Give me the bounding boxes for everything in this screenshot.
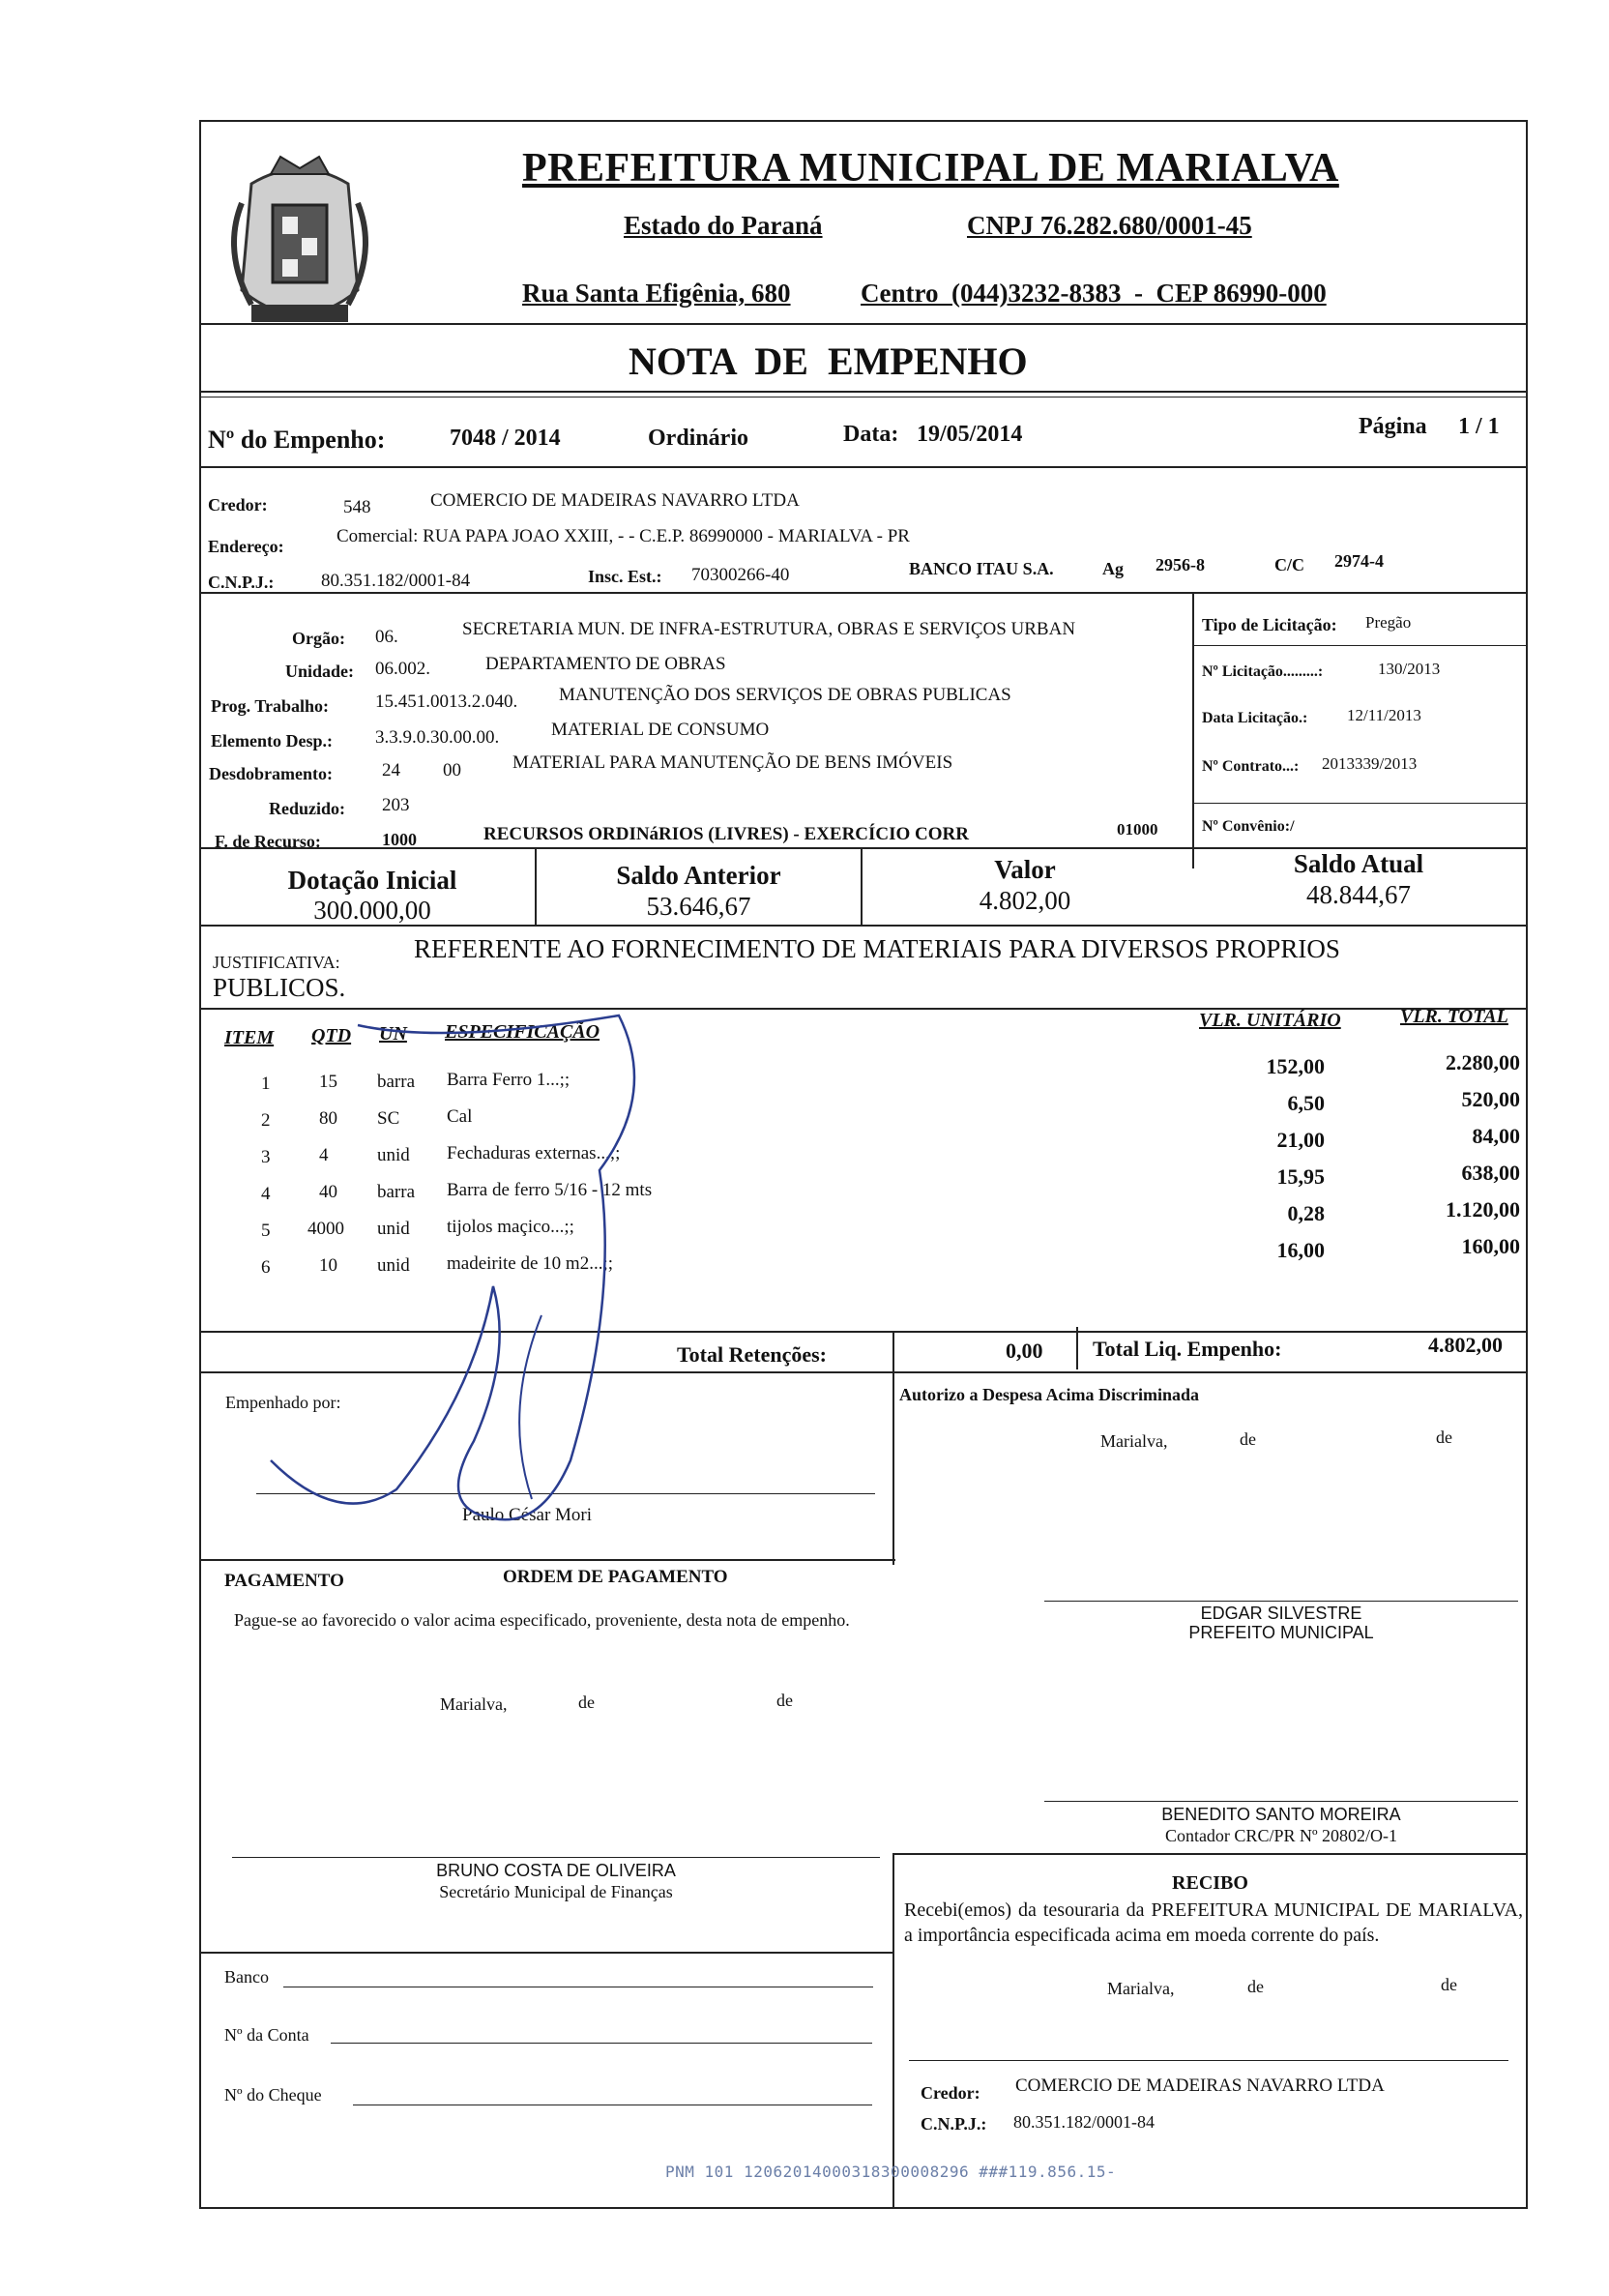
ordem-de-1: de (578, 1693, 595, 1712)
autorizo-de-1: de (1240, 1429, 1256, 1449)
signature-line (909, 2060, 1508, 2061)
row-3-unit: 21,00 (1276, 1128, 1325, 1152)
credor-address: Comercial: RUA PAPA JOAO XXIII, - - C.E.P. 86990000 - MARIALVA - PR (336, 526, 910, 546)
reduzido-value: 203 (382, 795, 410, 815)
divider (861, 847, 863, 925)
prog-label: Prog. Trabalho: (211, 696, 330, 716)
recibo-cnpj-label: C.N.P.J.: (921, 2114, 987, 2134)
divider (892, 1853, 894, 2209)
row-5-unit: 0,28 (1287, 1201, 1325, 1225)
empenho-date: 19/05/2014 (917, 422, 1023, 447)
dotacao-label: Dotação Inicial (287, 866, 457, 895)
row-5-un: unid (377, 1219, 410, 1239)
row-5-spec: tijolos maçico...;; (447, 1217, 574, 1237)
document-title: NOTA DE EMPENHO (629, 339, 1028, 383)
col-total-header: VLR. TOTAL (1400, 1006, 1508, 1027)
orgao-name: SECRETARIA MUN. DE INFRA-ESTRUTURA, OBRAS E SERVIÇOS URBAN (462, 619, 1076, 639)
justificativa-label: JUSTIFICATIVA: (213, 953, 340, 972)
row-6-unit: 16,00 (1276, 1238, 1325, 1262)
divider (199, 1559, 895, 1561)
credor-label: Credor: (208, 495, 268, 515)
row-3-item: 3 (261, 1147, 271, 1167)
empenho-number: 7048 / 2014 (450, 426, 561, 451)
row-1-un: barra (377, 1072, 416, 1092)
row-2-qtd: 80 (319, 1108, 337, 1129)
contador-name: BENEDITO SANTO MOREIRA (1161, 1805, 1401, 1824)
recibo-de-1: de (1247, 1977, 1264, 1996)
credor-cnpj: 80.351.182/0001-84 (321, 571, 471, 591)
empenhado-label: Empenhado por: (225, 1393, 341, 1412)
elemento-name: MATERIAL DE CONSUMO (551, 720, 770, 740)
credor-code: 548 (343, 497, 371, 517)
prog-code: 15.451.0013.2.040. (375, 692, 518, 712)
desdobramento-code: 24 (382, 760, 400, 780)
valor-label: Valor (994, 855, 1056, 884)
row-3-spec: Fechaduras externas...;; (447, 1143, 621, 1163)
pagamento-label: PAGAMENTO (224, 1571, 344, 1591)
autorizo-de-2: de (1436, 1428, 1452, 1447)
row-3-total: 84,00 (1472, 1124, 1520, 1148)
col-un-header: UN (379, 1023, 407, 1045)
account-number: 2974-4 (1334, 551, 1384, 571)
prog-name: MANUTENÇÃO DOS SERVIÇOS DE OBRAS PUBLICAS (559, 685, 1011, 705)
desdobramento-sub: 00 (443, 760, 461, 780)
row-4-total: 638,00 (1461, 1161, 1520, 1185)
col-spec-header: ESPECIFICAÇÃO (445, 1021, 600, 1043)
licitacao-type: Pregão (1365, 613, 1412, 632)
row-5-qtd: 4000 (307, 1219, 344, 1239)
contrato-label: Nº Contrato...: (1202, 758, 1300, 775)
handwritten-signature (251, 1006, 658, 1547)
bank-name: BANCO ITAU S.A. (909, 559, 1054, 578)
row-4-spec: Barra de ferro 5/16 - 12 mts (447, 1180, 653, 1200)
row-1-total: 2.280,00 (1446, 1050, 1520, 1074)
insc-label: Insc. Est.: (588, 567, 662, 586)
header-address: Rua Santa Efigênia, 680 (522, 279, 791, 308)
justificativa-text-cont: PUBLICOS. (213, 973, 346, 1002)
header-contact: Centro (044)3232-8383 - CEP 86990-000 (861, 279, 1327, 308)
dotacao-value: 300.000,00 (313, 896, 431, 925)
page-label: Página (1359, 414, 1427, 439)
saldo-anterior-label: Saldo Anterior (616, 861, 781, 890)
banco-label: Banco (224, 1967, 269, 1987)
row-4-qtd: 40 (319, 1182, 337, 1202)
row-4-unit: 15,95 (1276, 1164, 1325, 1189)
account-label: C/C (1274, 555, 1304, 574)
licitacao-number-label: Nº Licitação.........: (1202, 663, 1324, 680)
divider (1192, 803, 1528, 804)
licitacao-date: 12/11/2013 (1347, 706, 1421, 724)
contrato-number: 2013339/2013 (1322, 754, 1418, 773)
coat-of-arms-icon (213, 145, 387, 339)
signature-line (232, 1857, 880, 1858)
row-1-spec: Barra Ferro 1...;; (447, 1070, 570, 1090)
elemento-code: 3.3.9.0.30.00.00. (375, 727, 500, 748)
autorizo-label: Autorizo a Despesa Acima Discriminada (899, 1385, 1199, 1404)
recibo-text: Recebi(emos) da tesouraria da PREFEITURA MUNICIPAL DE MARIALVA, a importância especificada acima em moeda corrente do país. (904, 1899, 1523, 1946)
recibo-credor-label: Credor: (921, 2083, 980, 2103)
recibo-de-2: de (1441, 1975, 1457, 1994)
row-1-qtd: 15 (319, 1072, 337, 1092)
recurso-name: RECURSOS ORDINáRIOS (LIVRES) - EXERCÍCIO CORR (483, 824, 969, 844)
unidade-label: Unidade: (285, 662, 355, 681)
licitacao-number: 130/2013 (1378, 660, 1441, 678)
ordem-city: Marialva, (440, 1694, 508, 1714)
conta-label: Nº da Conta (224, 2025, 309, 2045)
divider (199, 1952, 892, 1954)
prefeito-role: PREFEITO MUNICIPAL (1188, 1623, 1374, 1642)
credor-name: COMERCIO DE MADEIRAS NAVARRO LTDA (430, 490, 800, 511)
row-2-item: 2 (261, 1110, 271, 1131)
row-4-item: 4 (261, 1184, 271, 1204)
footer-code: PNM 101 12062014000318300008296 ###119.856.15- (665, 2163, 1117, 2181)
divider (1192, 645, 1528, 646)
divider (199, 592, 1528, 594)
row-6-qtd: 10 (319, 1255, 337, 1276)
divider (199, 925, 1528, 927)
elemento-label: Elemento Desp.: (211, 731, 333, 751)
row-5-total: 1.120,00 (1446, 1197, 1520, 1222)
divider (1192, 592, 1194, 868)
prefeito-name: EDGAR SILVESTRE (1200, 1604, 1362, 1623)
row-6-item: 6 (261, 1257, 271, 1278)
conta-line (331, 2043, 872, 2044)
divider (892, 1853, 1528, 1855)
cnpj-label: C.N.P.J.: (208, 573, 275, 592)
divider (199, 466, 1528, 468)
recurso-code: 1000 (382, 830, 417, 849)
col-unit-header: VLR. UNITÁRIO (1199, 1010, 1341, 1031)
municipality-title: PREFEITURA MUNICIPAL DE MARIALVA (522, 146, 1339, 191)
recibo-label: RECIBO (1172, 1872, 1248, 1894)
row-2-total: 520,00 (1461, 1087, 1520, 1111)
state-name: Estado do Paraná (624, 211, 823, 240)
saldo-atual-value: 48.844,67 (1306, 880, 1411, 909)
autorizo-city: Marialva, (1100, 1431, 1168, 1451)
row-6-un: unid (377, 1255, 410, 1276)
col-qtd-header: QTD (311, 1025, 352, 1046)
recibo-credor-name: COMERCIO DE MADEIRAS NAVARRO LTDA (1015, 2075, 1385, 2096)
recurso-number: 01000 (1117, 820, 1158, 839)
row-2-spec: Cal (447, 1106, 473, 1127)
signature-line (1044, 1601, 1518, 1602)
saldo-atual-label: Saldo Atual (1293, 849, 1424, 878)
row-2-unit: 6,50 (1287, 1091, 1325, 1115)
row-1-unit: 152,00 (1266, 1054, 1325, 1078)
retencoes-label: Total Retenções: (677, 1342, 827, 1367)
row-4-un: barra (377, 1182, 416, 1202)
agency-label: Ag (1102, 559, 1124, 578)
convenio-label: Nº Convênio:/ (1202, 818, 1295, 835)
pague-text: Pague-se ao favorecido o valor acima especificado, proveniente, desta nota de empenho. (234, 1610, 850, 1630)
address-label: Endereço: (208, 537, 284, 556)
desdobramento-name: MATERIAL PARA MANUTENÇÃO DE BENS IMÓVEIS (512, 752, 953, 773)
row-3-qtd: 4 (319, 1145, 329, 1165)
empenho-type: Ordinário (648, 426, 749, 451)
row-2-un: SC (377, 1108, 400, 1129)
row-6-total: 160,00 (1461, 1234, 1520, 1258)
row-3-un: unid (377, 1145, 410, 1165)
secretario-role: Secretário Municipal de Finanças (439, 1882, 673, 1901)
empenho-date-label: Data: (843, 422, 899, 447)
licitacao-date-label: Data Licitação.: (1202, 710, 1308, 726)
agency-number: 2956-8 (1156, 555, 1205, 574)
unidade-code: 06.002. (375, 659, 430, 679)
signature-line (1044, 1801, 1518, 1802)
empenho-number-label: Nº do Empenho: (208, 426, 386, 454)
contador-role: Contador CRC/PR Nº 20802/O-1 (1164, 1826, 1398, 1845)
orgao-label: Orgão: (292, 629, 345, 648)
divider (199, 391, 1528, 393)
row-1-item: 1 (261, 1074, 271, 1094)
retencoes-value: 0,00 (1006, 1339, 1043, 1363)
unidade-name: DEPARTAMENTO DE OBRAS (485, 654, 726, 674)
row-6-spec: madeirite de 10 m2...;; (447, 1253, 614, 1274)
orgao-code: 06. (375, 627, 398, 647)
credor-insc: 70300266-40 (691, 565, 790, 585)
header-cnpj: CNPJ 76.282.680/0001-45 (967, 211, 1252, 240)
recibo-cnpj: 80.351.182/0001-84 (1013, 2112, 1155, 2132)
col-item-header: ITEM (224, 1027, 275, 1048)
divider (1076, 1327, 1078, 1369)
empenhado-name: Paulo César Mori (462, 1505, 593, 1525)
liquido-label: Total Liq. Empenho: (1093, 1337, 1282, 1361)
secretario-name: BRUNO COSTA DE OLIVEIRA (436, 1861, 676, 1880)
justificativa-text: REFERENTE AO FORNECIMENTO DE MATERIAIS PARA DIVERSOS PROPRIOS (414, 934, 1340, 963)
cheque-label: Nº do Cheque (224, 2085, 322, 2105)
divider (892, 1331, 894, 1373)
recurso-label: F. de Recurso: (215, 832, 321, 851)
divider (535, 847, 537, 925)
liquido-value: 4.802,00 (1428, 1333, 1503, 1357)
row-5-item: 5 (261, 1221, 271, 1241)
page-number: 1 / 1 (1458, 414, 1500, 439)
valor-value: 4.802,00 (979, 886, 1071, 915)
divider (199, 323, 1528, 325)
ordem-pagamento-label: ORDEM DE PAGAMENTO (503, 1567, 728, 1587)
saldo-anterior-value: 53.646,67 (646, 892, 751, 921)
licitacao-type-label: Tipo de Licitação: (1202, 615, 1337, 634)
recibo-city: Marialva, (1107, 1979, 1175, 1998)
divider (892, 1371, 894, 1565)
desdobramento-label: Desdobramento: (209, 764, 333, 783)
ordem-de-2: de (776, 1691, 793, 1710)
reduzido-label: Reduzido: (269, 799, 346, 818)
